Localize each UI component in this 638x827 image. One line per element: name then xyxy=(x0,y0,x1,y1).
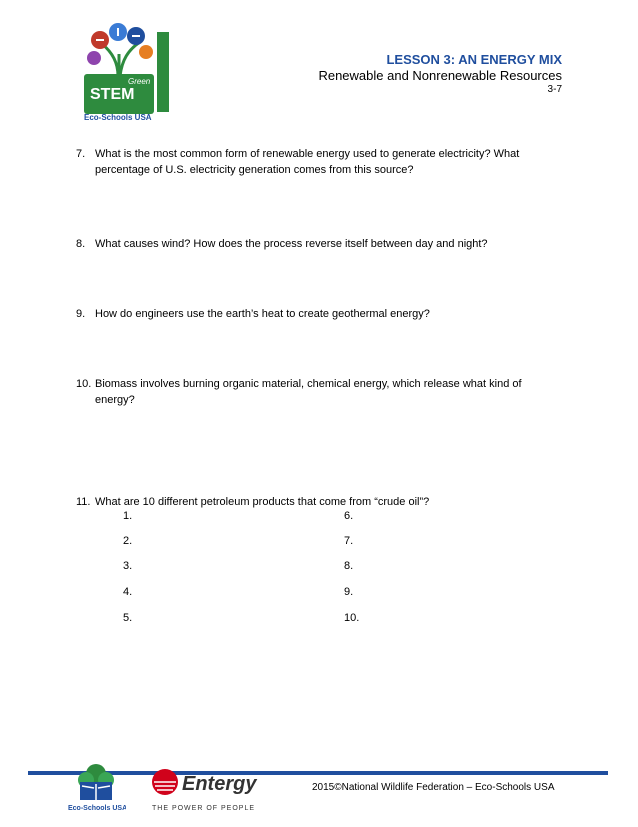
list-item: 7. xyxy=(344,535,354,547)
question-text: What are 10 different petroleum products that come from “crude oil”? xyxy=(95,496,430,508)
question-number: 9. xyxy=(76,308,86,320)
entergy-tagline: THE POWER OF PEOPLE xyxy=(152,805,256,812)
footer-copyright: 2015©National Wildlife Federation – Eco-Schools USA xyxy=(312,782,555,793)
list-item: 9. xyxy=(344,586,354,598)
question-text: How do engineers use the earth’s heat to create geothermal energy? xyxy=(95,308,430,320)
green-stem-logo xyxy=(78,14,176,124)
eco-logo-text: Eco-Schools USA xyxy=(68,805,126,812)
page-number: 3-7 xyxy=(547,84,562,95)
question-text: Biomass involves burning organic material, chemical energy, which release what kind of energy? xyxy=(95,378,522,406)
lesson-subtitle: Renewable and Nonrenewable Resources xyxy=(318,68,562,83)
question-number: 11. xyxy=(76,496,91,508)
list-item: 8. xyxy=(344,560,354,572)
entergy-name: Entergy xyxy=(182,773,257,795)
list-item: 10. xyxy=(344,612,360,624)
lesson-title: LESSON 3: AN ENERGY MIX xyxy=(386,52,562,67)
question-9 xyxy=(76,306,556,322)
eco-schools-logo xyxy=(66,760,126,822)
list-item: 6. xyxy=(344,510,354,522)
logo-stem-text: STEM xyxy=(90,86,135,103)
logo-green-text: Green xyxy=(128,77,151,86)
entergy-logo xyxy=(150,762,266,814)
question-10 xyxy=(76,376,556,408)
question-number: 8. xyxy=(76,238,86,250)
list-item: 4. xyxy=(123,586,133,598)
list-item: 2. xyxy=(123,535,133,547)
question-11 xyxy=(76,494,556,510)
question-number: 7. xyxy=(76,148,86,160)
question-7 xyxy=(76,146,556,178)
question-8 xyxy=(76,236,556,252)
list-item: 3. xyxy=(123,560,133,572)
logo-org-text: Eco-Schools USA xyxy=(84,113,152,122)
question-number: 10. xyxy=(76,378,92,390)
question-text: What causes wind? How does the process reverse itself between day and night? xyxy=(95,238,488,250)
question-text: What is the most common form of renewable energy used to generate electricity? What percentage of U.S. electricity generation comes from this source? xyxy=(95,148,520,176)
list-item: 5. xyxy=(123,612,133,624)
list-item: 1. xyxy=(123,510,133,522)
